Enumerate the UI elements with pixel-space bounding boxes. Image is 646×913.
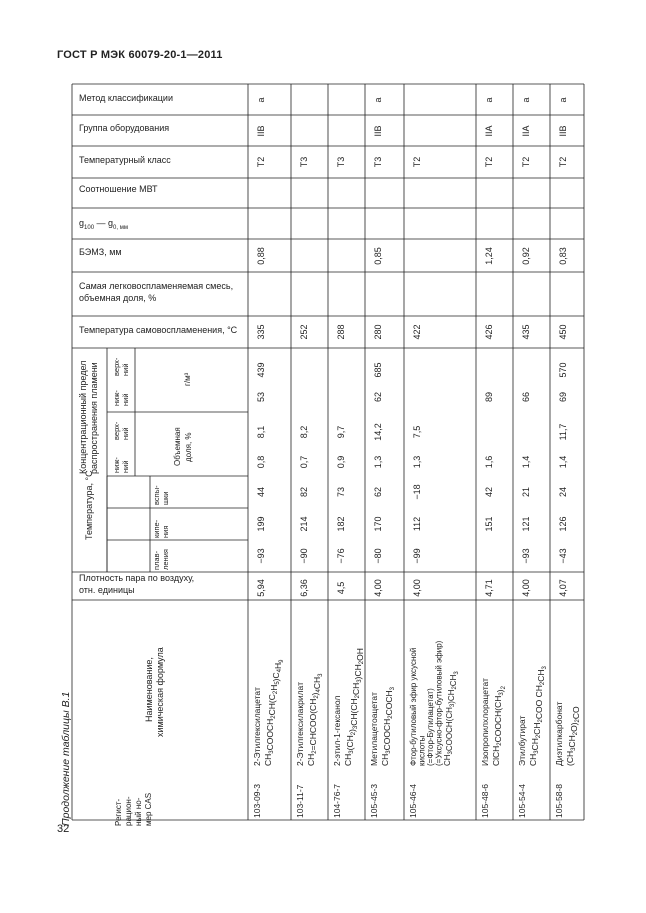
substance-name: Диэтилкарбонат xyxy=(554,701,564,766)
cell-autoign: 252 xyxy=(299,324,309,340)
cell-vapor: 5,94 xyxy=(256,579,266,597)
cell-boil: 170 xyxy=(373,516,383,532)
substance-formula: $CH_3(CH_2)_3CH(CH_2CH_3)CH_2OH$ xyxy=(343,648,365,766)
table-caption: Продолжение таблицы В.1 xyxy=(60,691,72,826)
cell-tclass: T3 xyxy=(299,156,309,168)
cell-boil: 199 xyxy=(256,516,266,532)
cell-flash: 24 xyxy=(558,486,568,498)
cell-method: a xyxy=(558,97,568,103)
substance-formula: $CH_2=CHCOO(CH_2)_4CH_3$ xyxy=(306,673,324,766)
cell-bemz: 0,83 xyxy=(558,247,568,265)
row-label-method: Метод классификации xyxy=(79,93,173,103)
cell-tclass: T2 xyxy=(412,156,422,168)
page-number: 32 xyxy=(57,823,70,835)
lower-vol-header-1: ниж- xyxy=(112,457,121,473)
cell-vapor: 4,00 xyxy=(373,579,383,597)
vol-fraction-header-2: доля, % xyxy=(184,432,193,462)
melt-header-1: плав- xyxy=(152,550,161,570)
substance-name: Фтор-бутиловый эфир уксусной xyxy=(409,647,418,766)
cell-tclass: T2 xyxy=(484,156,494,168)
cell-lvol: 1,3 xyxy=(412,455,422,469)
cas-header-2: рацион- xyxy=(124,796,133,826)
cell-group: IIB xyxy=(256,125,266,137)
lower-gm3-header-1: ниж- xyxy=(112,390,121,406)
cell-bemz: 1,24 xyxy=(484,247,494,265)
name-header-1: Наименование, xyxy=(144,657,154,722)
substance-name: Метилацетоацетат xyxy=(369,692,379,766)
cell-method: a xyxy=(256,97,266,103)
cell-vapor: 4,5 xyxy=(336,581,346,595)
substance-name: Изопропилхлорацетат xyxy=(480,678,490,766)
row-label-flammable-mix-2: объемная доля, % xyxy=(79,293,157,303)
cell-bemz: 0,85 xyxy=(373,247,383,265)
cell-flash: 73 xyxy=(336,486,346,498)
cell-boil: 214 xyxy=(299,516,309,532)
upper-vol-header-2: ний xyxy=(121,427,130,440)
upper-gm3-header-1: верх- xyxy=(112,357,121,376)
cell-melt: −43 xyxy=(558,548,568,564)
cell-autoign: 335 xyxy=(256,324,266,340)
substance-formula: $CH_3CH_2CH_2COO$ $CH_2CH_3$ xyxy=(528,666,548,766)
substance-formula: $CH_3COOCH(CH_3)CH_2CH_3$ xyxy=(443,671,460,766)
row-label-g-gap: $g_{100}$ — $g_{0, мм}$ xyxy=(79,218,128,231)
cell-flash: 62 xyxy=(373,486,383,498)
flash-header-2: шки xyxy=(161,491,170,505)
upper-gm3-header-2: ний xyxy=(121,363,130,376)
cell-lvol: 0,8 xyxy=(256,455,266,469)
row-label-autoignition: Температура самовоспламенения, °С xyxy=(79,325,238,335)
cell-bemz: 0,92 xyxy=(521,247,531,265)
cell-flash: −18 xyxy=(412,484,422,500)
name-header-2: химическая формула xyxy=(155,647,165,737)
substance-formula: $CH_3COOCH_2COCH_3$ xyxy=(380,687,396,766)
row-label-temp-class: Температурный класс xyxy=(79,155,171,165)
cell-lvol: 1,6 xyxy=(484,455,494,469)
substance-name: 2-Этилгексилацетат xyxy=(252,687,262,766)
cell-uvol: 11,7 xyxy=(558,423,568,441)
cell-boil: 151 xyxy=(484,516,494,532)
cell-ug: 570 xyxy=(558,362,568,378)
data-cells xyxy=(252,97,581,818)
cell-method: a xyxy=(373,97,383,103)
cell-flash: 42 xyxy=(484,486,494,498)
cas-header-3: ный но- xyxy=(134,797,143,826)
cell-flash: 82 xyxy=(299,486,309,498)
cell-melt: −90 xyxy=(299,548,309,564)
cell-group: IIB xyxy=(558,125,568,137)
cell-tclass: T2 xyxy=(256,156,266,168)
cas-number: 105-45-3 xyxy=(369,783,379,818)
substance-name: 2-Этилгексилакрилат xyxy=(295,682,305,766)
flash-header-1: вспы- xyxy=(152,485,161,505)
row-label-vapor-density-2: отн. единицы xyxy=(79,585,135,595)
cell-bemz: 0,88 xyxy=(256,247,266,265)
cas-number: 103-09-3 xyxy=(252,783,262,818)
cell-autoign: 280 xyxy=(373,324,383,340)
cas-number: 105-46-4 xyxy=(408,783,418,818)
cell-autoign: 435 xyxy=(521,324,531,340)
cas-number: 104-76-7 xyxy=(332,783,342,818)
boil-header-2: ния xyxy=(161,525,170,538)
substance-formula: $(CH_3CH_2O)_2CO$ xyxy=(565,706,581,766)
cell-lg: 66 xyxy=(521,391,531,403)
substance-formula: кислоты xyxy=(417,735,427,766)
cell-vapor: 6,36 xyxy=(299,579,309,597)
cell-autoign: 426 xyxy=(484,324,494,340)
cell-autoign: 288 xyxy=(336,324,346,340)
substance-name: Этилбутират xyxy=(517,715,527,766)
substance-name: 2-этил-1-гексанол xyxy=(332,695,342,766)
cell-method: a xyxy=(484,97,494,103)
cell-tclass: T3 xyxy=(373,156,383,168)
cell-group: IIB xyxy=(373,125,383,137)
cas-header-4: мер CAS xyxy=(144,792,153,826)
cell-uvol: 8,2 xyxy=(299,425,309,439)
cell-boil: 112 xyxy=(412,516,422,532)
cell-vapor: 4,07 xyxy=(558,579,568,597)
cell-melt: −99 xyxy=(412,548,422,564)
substance-formula: (=Фтор-Бутилацетат) xyxy=(426,688,435,766)
conc-limit-title-1: Концентрационный предел xyxy=(78,360,88,474)
cell-uvol: 7,5 xyxy=(412,425,422,439)
cell-lg: 69 xyxy=(558,391,568,403)
cell-vapor: 4,00 xyxy=(412,579,422,597)
cell-melt: −93 xyxy=(256,548,266,564)
cell-lg: 62 xyxy=(373,391,383,403)
lower-vol-header-2: ний xyxy=(121,460,130,473)
cell-melt: −76 xyxy=(336,548,346,564)
cell-lvol: 0,7 xyxy=(299,455,309,469)
cell-lvol: 0,9 xyxy=(336,455,346,469)
cell-melt: −80 xyxy=(373,548,383,564)
upper-vol-header-1: верх- xyxy=(112,421,121,440)
cell-group: IIA xyxy=(484,125,494,137)
cas-number: 103-11-7 xyxy=(295,784,305,818)
cas-number: 105-48-6 xyxy=(480,783,490,818)
cell-tclass: T2 xyxy=(558,156,568,168)
lower-gm3-header-2: ний xyxy=(121,393,130,406)
temperature-title: Температура, °С xyxy=(84,470,94,540)
cell-flash: 21 xyxy=(521,486,531,498)
cell-melt: −93 xyxy=(521,548,531,564)
cell-uvol: 14,2 xyxy=(373,423,383,441)
melt-header-2: ления xyxy=(161,549,170,570)
substance-formula: (=Уксусно-фтор-бутиловый эфир) xyxy=(434,640,444,766)
cell-lg: 89 xyxy=(484,391,494,403)
cas-number: 105-54-4 xyxy=(517,783,527,818)
cas-header-1: Регист- xyxy=(114,798,123,826)
unit-gm3: г/м³ xyxy=(183,372,192,386)
cell-lg: 53 xyxy=(256,391,266,403)
cell-lvol: 1,3 xyxy=(373,455,383,469)
row-label-bemz: БЭМЗ, мм xyxy=(79,247,122,257)
row-label-mvt-ratio: Соотношение МВТ xyxy=(79,184,158,194)
standard-title: ГОСТ Р МЭК 60079-20-1—2011 xyxy=(57,49,223,61)
vol-fraction-header-1: Объемная xyxy=(173,427,182,466)
row-label-group: Группа оборудования xyxy=(79,123,170,133)
cell-method: a xyxy=(521,97,531,103)
cell-ug: 439 xyxy=(256,362,266,378)
cell-autoign: 450 xyxy=(558,324,568,340)
substance-formula: $ClCH_2COOCH(CH_3)_2$ xyxy=(491,686,507,766)
boil-header-1: кипе- xyxy=(152,519,161,538)
cell-group: IIA xyxy=(521,125,531,137)
conc-limit-title-2: распространения пламени xyxy=(89,362,99,474)
cell-boil: 126 xyxy=(558,516,568,532)
row-label-vapor-density-1: Плотность пара по воздуху, xyxy=(79,573,195,583)
cell-vapor: 4,71 xyxy=(484,579,494,597)
cell-ug: 685 xyxy=(373,362,383,378)
substance-formula: $CH_3COOCH_2CH(C_2H_5)C_4H_9$ xyxy=(263,659,285,766)
cell-uvol: 9,7 xyxy=(336,425,346,439)
cell-lvol: 1,4 xyxy=(521,455,531,469)
cell-boil: 182 xyxy=(336,516,346,532)
cell-uvol: 8,1 xyxy=(256,425,266,439)
cell-vapor: 4,00 xyxy=(521,579,531,597)
cell-lvol: 1,4 xyxy=(558,455,568,469)
cell-autoign: 422 xyxy=(412,324,422,340)
cell-tclass: T2 xyxy=(521,156,531,168)
cell-tclass: T3 xyxy=(336,156,346,168)
cas-number: 105-58-8 xyxy=(554,783,564,818)
cell-flash: 44 xyxy=(256,486,266,498)
cell-boil: 121 xyxy=(521,516,531,532)
row-label-flammable-mix-1: Самая легковоспламеняемая смесь, xyxy=(79,281,234,291)
